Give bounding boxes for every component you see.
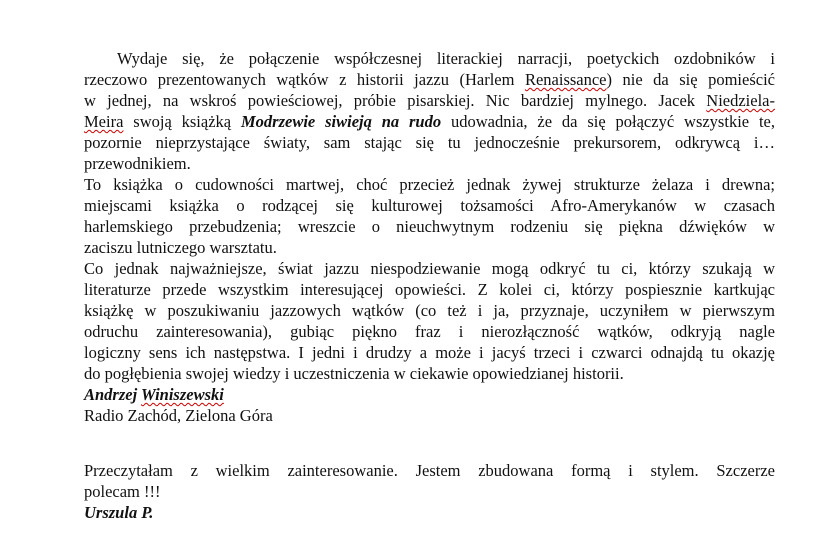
- author-first-name: Andrzej: [84, 385, 142, 404]
- text-line-content: miejscami książka o rodzącej się kulturowej tożsamości Afro-Amerykanów w czasach: [84, 196, 775, 215]
- text-line: [84, 69, 775, 90]
- text-line-content: Przeczytałam z wielkim zainteresowanie. Jestem zbudowana formą i stylem. Szczerze: [84, 461, 775, 480]
- review1-paragraph-1: [84, 48, 775, 174]
- text-line-content: literaturze przede wszystkim interesującej opowieści. Z kolei ci, którzy pospiesznie kartkując: [84, 280, 775, 299]
- text-line: [84, 460, 775, 481]
- text-line-content: udowadnia, że da się połączyć wszystkie te,: [441, 112, 775, 131]
- text-line: [84, 153, 775, 174]
- author-signature: [84, 384, 775, 405]
- text-line-content: Wydaje się, że połączenie współczesnej literackiej narracji, poetyckich ozdobników i: [117, 49, 775, 68]
- text-line-content: logiczny sens ich następstwa. I jedni i drudzy a może i jacyś trzeci i czwarci odnajdą tu okazję: [84, 343, 775, 362]
- text-line-content: polecam !!!: [84, 482, 161, 501]
- text-line: [84, 363, 775, 384]
- text-line-content: harlemskiego przebudzenia; wreszcie o nieuchwytnym rodzeniu się piękna dźwięków w: [84, 217, 775, 236]
- text-line-content: w jednej, na wskroś powieściowej, próbie pisarskiej. Nic bardziej mylnego. Jacek: [84, 91, 707, 110]
- book-title: Modrzewie siwieją na rudo: [240, 112, 442, 131]
- text-line-content: To książka o cudowności martwej, choć przecież jednak żywej strukturze żelaza i drewna;: [84, 175, 775, 194]
- text-line-content: swoją książką: [123, 112, 241, 131]
- author-affiliation: [84, 405, 775, 426]
- text-line: [84, 300, 775, 321]
- reviewer-signature: [84, 502, 775, 523]
- text-line-content: Co jednak najważniejsze, świat jazzu niespodziewanie mogą odkryć tu ci, którzy szukają w: [84, 259, 775, 278]
- text-line: [84, 481, 775, 502]
- text-line-content: książkę w poszukiwaniu jazzowych wątków (co też i ja, przyznaje, uczyniłem w pierwszym: [84, 301, 775, 320]
- text-line: [84, 90, 775, 111]
- review1-paragraph-3: [84, 258, 775, 384]
- text-line: [84, 174, 775, 195]
- text-line: [84, 342, 775, 363]
- misspelled-word: Winiszewski: [141, 385, 224, 404]
- text-line-content: rzeczowo prezentowanych wątków z historii jazzu (Harlem: [84, 70, 525, 89]
- text-line-content: przewodnikiem.: [84, 154, 191, 173]
- document-text-block: [84, 48, 775, 523]
- text-line: [84, 48, 775, 69]
- text-line-content: do pogłębienia swojej wiedzy i uczestniczenia w ciekawie opowiedzianej historii.: [84, 364, 624, 383]
- text-line: [84, 111, 775, 132]
- text-line: [84, 237, 775, 258]
- text-line: [84, 195, 775, 216]
- text-line: [84, 279, 775, 300]
- blank-gap: [84, 426, 775, 460]
- text-line: [84, 216, 775, 237]
- affiliation-text: Radio Zachód, Zielona Góra: [84, 406, 273, 425]
- misspelled-word: Niedziela-: [706, 91, 775, 110]
- text-line-content: pozornie nieprzystające światy, sam stając się tu jednocześnie prekursorem, odkrywcą i…: [84, 133, 775, 152]
- text-line-content: ) nie da się pomieścić: [606, 70, 775, 89]
- text-line-content: odruchu zainteresowania), gubiąc piękno fraz i nierozłączność wątków, odkryją nagle: [84, 322, 775, 341]
- text-line: [84, 258, 775, 279]
- review2-paragraph: [84, 460, 775, 523]
- misspelled-word: Meira: [84, 112, 124, 131]
- text-line-content: zaciszu lutniczego warsztatu.: [84, 238, 277, 257]
- review1-paragraph-2: [84, 174, 775, 258]
- text-line: [84, 321, 775, 342]
- reviewer-name: Urszula P.: [84, 503, 154, 522]
- misspelled-word: Renaissance: [524, 70, 607, 89]
- text-line: [84, 132, 775, 153]
